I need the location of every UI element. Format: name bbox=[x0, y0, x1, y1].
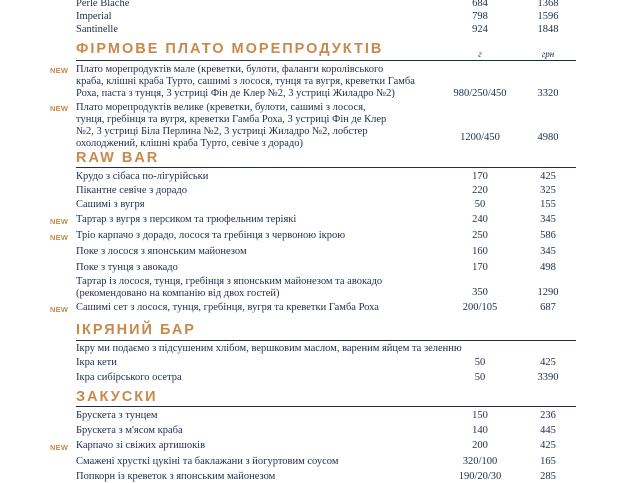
dish-price: 345 bbox=[540, 246, 556, 257]
dish-name bbox=[76, 276, 446, 300]
new-badge: NEW bbox=[50, 66, 69, 75]
weight-unit-header: г bbox=[478, 49, 482, 59]
dish-weight: 320/100 bbox=[462, 456, 498, 467]
section-title-snacks: ЗАКУСКИ bbox=[76, 389, 158, 405]
dish-name: Пікантне севіче з дорадо bbox=[76, 185, 187, 196]
dish-price: 1848 bbox=[537, 24, 559, 35]
dish-name-line: Роха, паста з тунця, 3 устриці Фін де Клер №2, 3 устриці Жиладро №2) bbox=[76, 88, 395, 99]
section-title-caviar: ІКРЯНИЙ БАР bbox=[76, 322, 196, 338]
dish-name: Santinelle bbox=[76, 24, 118, 35]
dish-price: 425 bbox=[540, 171, 556, 182]
dish-name-line: Тартар із лосося, тунця, гребінця з японським майонезом та авокадо bbox=[76, 276, 383, 287]
dish-weight: 220 bbox=[472, 185, 488, 196]
dish-name: Попкорн із креветок з японським майонезом bbox=[76, 471, 276, 482]
dish-name: Брускета з тунцем bbox=[76, 410, 158, 421]
section-title-raw-bar: RAW BAR bbox=[76, 150, 160, 166]
dish-price: 425 bbox=[540, 357, 556, 368]
dish-price: 3390 bbox=[537, 372, 559, 383]
new-badge: NEW bbox=[50, 233, 69, 242]
dish-name: Тріо карпачо з дорадо, лосося та гребінця з червоною ікрою bbox=[76, 230, 346, 241]
dish-weight: 160 bbox=[472, 246, 488, 257]
dish-name bbox=[76, 64, 446, 100]
dish-name: Ікра кети bbox=[76, 357, 117, 368]
dish-weight: 350 bbox=[472, 287, 488, 298]
dish-weight: 924 bbox=[472, 24, 488, 35]
dish-weight: 170 bbox=[472, 262, 488, 273]
dish-weight: 50 bbox=[474, 357, 486, 368]
dish-name-line: (рекомендовано на компанію від двох гостей) bbox=[76, 288, 280, 299]
dish-price: 1368 bbox=[537, 0, 559, 9]
dish-price: 425 bbox=[540, 440, 556, 451]
caviar-note: Ікру ми подаємо з підсушеним хлібом, вершковим маслом, вареним яйцем та зеленню bbox=[76, 343, 462, 354]
dish-name-line: тунця, гребінця та вугря, креветки Гамба Роха, 3 устриці Фін де Клер bbox=[76, 114, 387, 125]
new-badge: NEW bbox=[50, 305, 69, 314]
dish-price: 285 bbox=[540, 471, 556, 482]
section-divider bbox=[76, 167, 576, 168]
dish-name-line: Плато морепродуктів велике (креветки, булоти, сашимі з лосося, bbox=[76, 102, 366, 113]
dish-price: 155 bbox=[540, 199, 556, 210]
dish-name-line: охолоджений, клішні краба Турто, севіче з дорадо) bbox=[76, 138, 303, 149]
dish-weight: 170 bbox=[472, 171, 488, 182]
dish-weight: 798 bbox=[472, 11, 488, 22]
new-badge: NEW bbox=[50, 217, 69, 226]
dish-name: Perle Blache bbox=[76, 0, 130, 9]
dish-name: Сашимі з вугря bbox=[76, 199, 145, 210]
dish-weight: 240 bbox=[472, 214, 488, 225]
dish-price: 345 bbox=[540, 214, 556, 225]
dish-name: Брускета з м'ясом краба bbox=[76, 425, 183, 436]
dish-price: 586 bbox=[540, 230, 556, 241]
section-title-plato: ФІРМОВЕ ПЛАТО МОРЕПРОДУКТІВ bbox=[76, 41, 384, 57]
dish-name: Поке з тунця з авокадо bbox=[76, 262, 178, 273]
dish-name: Сашимі сет з лосося, тунця, гребінця, вугря та креветки Гамба Роха bbox=[76, 302, 379, 313]
dish-price: 498 bbox=[540, 262, 556, 273]
dish-price: 3320 bbox=[537, 88, 559, 99]
price-unit-header: грн bbox=[541, 49, 555, 59]
dish-weight: 200/105 bbox=[462, 302, 498, 313]
dish-name-line: №2, 3 устриці Біла Перлина №2, 3 устриці Жиладро №2, лобстер bbox=[76, 126, 368, 137]
section-divider bbox=[76, 406, 576, 407]
dish-weight: 684 bbox=[472, 0, 488, 9]
dish-price: 4980 bbox=[537, 132, 559, 143]
dish-price: 236 bbox=[540, 410, 556, 421]
dish-price: 1290 bbox=[537, 287, 559, 298]
dish-price: 445 bbox=[540, 425, 556, 436]
dish-name bbox=[76, 102, 446, 150]
dish-weight: 1200/450 bbox=[460, 132, 500, 143]
dish-name: Поке з лосося з японським майонезом bbox=[76, 246, 247, 257]
dish-name: Смажені хрусткі цукіні та баклажани з йогуртовим соусом bbox=[76, 456, 339, 467]
dish-weight: 50 bbox=[474, 199, 486, 210]
dish-price: 687 bbox=[540, 302, 556, 313]
dish-name: Крудо з сібаса по-лігурійськи bbox=[76, 171, 209, 182]
section-divider bbox=[76, 60, 576, 61]
new-badge: NEW bbox=[50, 443, 69, 452]
dish-weight: 250 bbox=[472, 230, 488, 241]
new-badge: NEW bbox=[50, 104, 69, 113]
dish-name-line: Плато морепродуктів мале (креветки, булоти, фаланги королівського bbox=[76, 64, 384, 75]
dish-weight: 980/250/450 bbox=[453, 88, 507, 99]
dish-name: Карпачо зі свіжих артишоків bbox=[76, 440, 206, 451]
dish-price: 165 bbox=[540, 456, 556, 467]
dish-weight: 200 bbox=[472, 440, 488, 451]
dish-name: Imperial bbox=[76, 11, 112, 22]
dish-weight: 50 bbox=[474, 372, 486, 383]
dish-name-line: краба, клішні краба Турто, сашимі з лосося, тунця та вугря, креветки Гамба bbox=[76, 76, 415, 87]
dish-weight: 190/20/30 bbox=[458, 471, 502, 482]
dish-weight: 150 bbox=[472, 410, 488, 421]
dish-price: 1596 bbox=[537, 11, 559, 22]
section-divider bbox=[76, 340, 576, 341]
dish-name: Ікра сибірського осетра bbox=[76, 372, 182, 383]
dish-weight: 140 bbox=[472, 425, 488, 436]
dish-price: 325 bbox=[540, 185, 556, 196]
dish-name: Тартар з вугря з персиком та трюфельним теріякі bbox=[76, 214, 297, 225]
